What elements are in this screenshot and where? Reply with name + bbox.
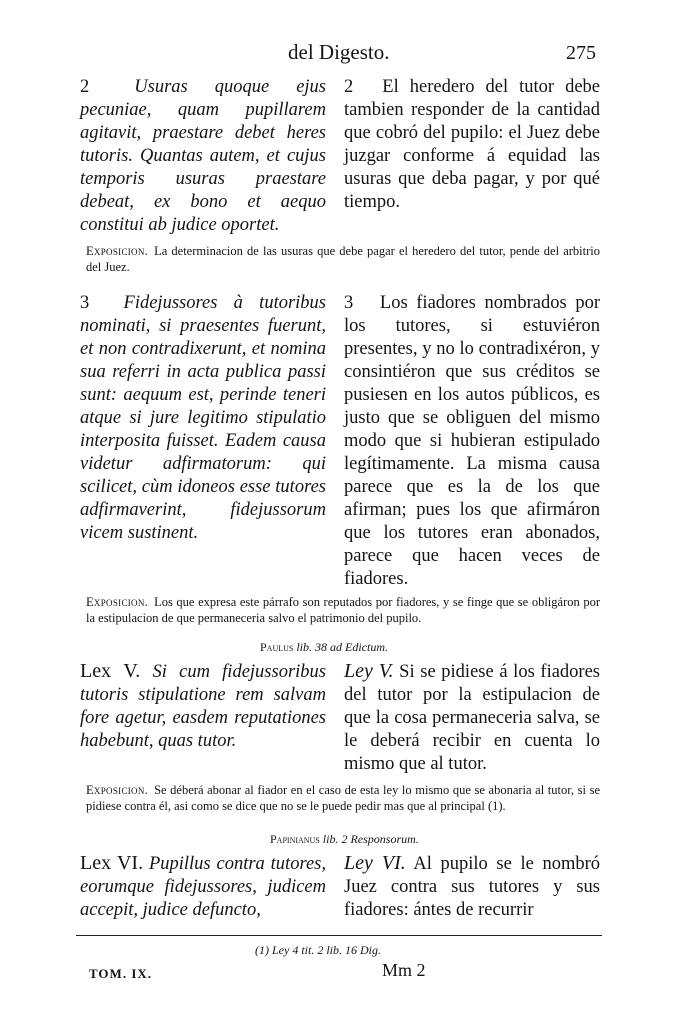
lex-6-spanish	[344, 852, 600, 922]
section-2-latin	[80, 76, 326, 237]
lex-6-latin	[80, 852, 326, 922]
exposicion-text: Los que expresa este párrafo son reputados por fiadores, y se finge que se obligáron por la estipulacion de que permaneceria salvo el patrimonio del pupilo.	[86, 595, 600, 625]
lex-5-source	[260, 640, 388, 655]
lex-6-source	[270, 832, 419, 847]
section-3-exposicion	[86, 594, 600, 626]
section-2-latin-text: Usuras quoque ejus pecuniae, quam pupillarem agitavit, praestare debet heres tutoris. Quantas autem, et cujus temporis usuras praestare debeat, ex bono et aequo constitui ab judice oportet.	[80, 77, 326, 235]
page-number: 275	[566, 42, 596, 64]
lex-6-latin-heading: Lex VI.	[80, 852, 144, 874]
exposicion-text: La determinacion de las usuras que debe pagar el heredero del tutor, pende del arbitrio del Juez.	[86, 244, 600, 274]
section-2-exposicion	[86, 243, 600, 275]
running-header-title: del Digesto.	[288, 40, 390, 64]
exposicion-label: Exposicion.	[86, 783, 149, 797]
footnote-rule	[76, 935, 602, 936]
lex-6-source-author: Papinianus	[270, 832, 320, 846]
exposicion-label: Exposicion.	[86, 244, 149, 258]
lex-5-latin-heading: Lex V.	[80, 660, 141, 682]
lex-5-spanish-text: Si se pidiese á los fiadores del tutor por la estipulacion de que la cosa permaneceria salva, se le deberá recibir en cuenta lo mismo que al tutor.	[344, 662, 600, 774]
signature-mark: Mm 2	[382, 960, 426, 980]
section-3-spanish	[344, 292, 600, 591]
section-2-spanish-text: El heredero del tutor debe tambien responder de la cantidad que cobró del pupilo: el Juez debe juzgar conforme á equidad las usuras que deba pagar, y por qué tiempo.	[344, 77, 601, 212]
lex-5-latin	[80, 660, 326, 753]
section-3-latin-text: Fidejussores à tutoribus nominati, si praesentes fuerunt, et non contradixerunt, et nomina sua referri in acta publica passi sunt: aequum est, perinde teneri atque si jure legitimo stipulatio interposita fuisset. Eadem causa videtur adfirmatorum: qui scilicet, cùm idoneos esse tutores adfirmaverint, fidejussorum vicem sustinent.	[80, 293, 327, 543]
lex-5-source-work: lib. 38 ad Edictum.	[296, 640, 389, 654]
exposicion-text: Se déberá abonar al fiador en el caso de esta ley lo mismo que se abonaria al tutor, si se pidiese contra él, asi como se dice que no se le puede pedir mas que al principal (1).	[86, 783, 600, 813]
lex-6-spanish-heading: Ley VI.	[344, 852, 406, 874]
exposicion-label: Exposicion.	[86, 595, 149, 609]
section-3-spanish-number: 3	[344, 293, 354, 313]
lex-5-source-author: Paulus	[260, 640, 294, 654]
lex-5-spanish-heading: Ley V.	[344, 660, 394, 682]
lex-6-source-work: lib. 2 Responsorum.	[322, 832, 419, 846]
section-3-spanish-text: Los fiadores nombrados por los tutores, si estuviéron presentes, y no lo contradixéron, y consintiéron que sus créditos se pusiesen en los autos públicos, es justo que se obliguen del mismo modo que si hubieran estipulado legítimamente. La misma causa parece que es la de los que afirman; pues los que afirmáron que los tutores eran abonados, parece que hacen veces de fiadores.	[344, 293, 600, 589]
section-3-latin-number: 3	[80, 293, 90, 313]
lex-5-exposicion	[86, 782, 600, 814]
lex-6-spanish-text: Al pupilo se le nombró Juez contra sus tutores y sus fiadores: ántes de recurrir	[344, 854, 601, 920]
section-2-spanish-number: 2	[344, 77, 354, 97]
footnote: (1) Ley 4 tit. 2 lib. 16 Dig.	[255, 943, 381, 957]
lex-6-latin-text: Pupillus contra tutores, eorumque fidejussores, judicem accepit, judice defuncto,	[80, 854, 326, 920]
section-3-latin	[80, 292, 326, 545]
section-2-spanish	[344, 76, 600, 214]
section-2-latin-number: 2	[80, 77, 90, 97]
lex-5-latin-text: Si cum fidejussoribus tutoris stipulatione rem salvam fore agetur, easdem reputationes habebunt, quas tutor.	[80, 662, 326, 751]
lex-5-spanish	[344, 660, 600, 776]
tome-label: TOM. IX.	[89, 966, 153, 981]
